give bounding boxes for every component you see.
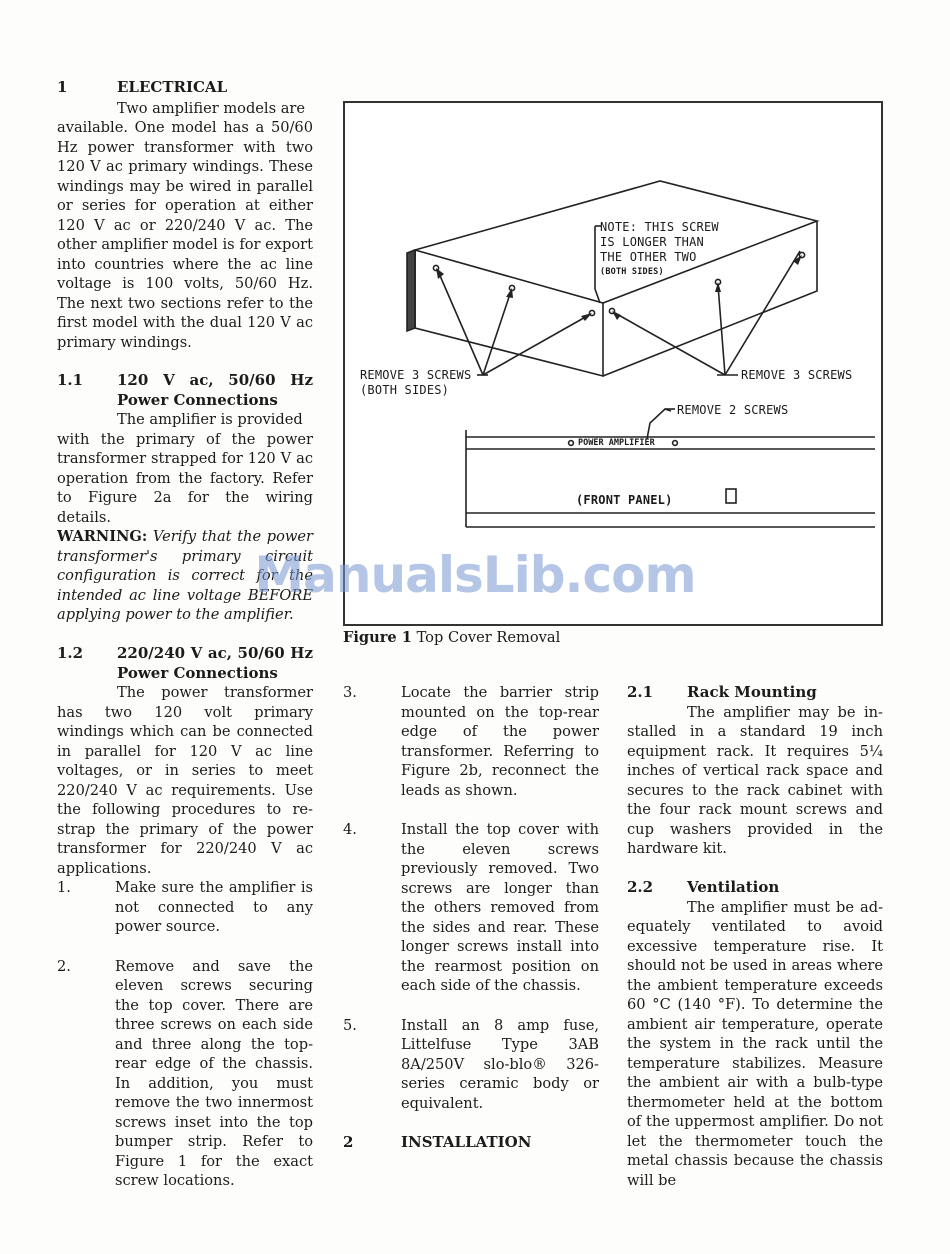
figure-caption-label: Figure 1 [343, 629, 412, 646]
note-line-2: IS LONGER THAN [600, 235, 704, 249]
section-1-2-heading [57, 644, 313, 683]
front-panel-label: (FRONT PANEL) [576, 493, 673, 507]
section-1-1-body-lead: The amplifier is provided [117, 411, 303, 428]
section-2-2-body-lead: The amplifier must be ad- [687, 898, 883, 916]
watermark: ManualsLib.com [254, 546, 696, 604]
screw-note [600, 220, 719, 280]
section-1-1-body-text: with the primary of the power transformer strapped for 120 V ac operation from the factory. Refer to Figure 2a for the wiring details. [57, 430, 313, 526]
step-number: 5. [343, 1016, 357, 1034]
section-1-2 [57, 644, 313, 878]
step-number: 4. [343, 821, 357, 838]
remove-3-left-line-2: (BOTH SIDES) [360, 383, 450, 397]
warning-text: Verify that the power transformer's primary circuit configuration is correct for the intended ac line voltage BEFORE applying power to the amplifier. [57, 528, 313, 623]
section-2-2-heading [627, 878, 883, 898]
step-3 [343, 683, 599, 800]
section-2-2-title: Ventilation [687, 878, 780, 896]
step-text: Install the top cover with the eleven screws previously removed. Two screws are longer than the others removed from the sides and rear. These longer screws install into the rearmost position on each side of the chassis. [401, 821, 599, 994]
note-line-4: (BOTH SIDES) [600, 267, 664, 277]
section-2-2-number: 2.2 [627, 878, 654, 896]
note-line-3: THE OTHER TWO [600, 250, 697, 264]
section-1-1-title-line1: 120 V ac, 50/60 Hz [117, 371, 313, 389]
power-switch [726, 489, 736, 503]
section-2-1-number: 2.1 [627, 683, 654, 701]
section-1 [57, 78, 313, 352]
section-1-2-body-text: has two 120 volt primary windings which can be connected in parallel for 120 V ac line voltages, or in series to meet 220/240 V ac requirements. Use the following procedures to re-strap the primary of the power transformer for 220/240 V ac applications. [57, 703, 313, 877]
section-2-1-body-lead: The amplifier may be in- [687, 703, 883, 721]
step-text: Locate the barrier strip mounted on the top-rear edge of the power transformer. Referring to Figure 2b, reconnect the leads as shown. [401, 684, 599, 799]
section-1-2-title-line1: 220/240 V ac, 50/60 Hz [117, 644, 313, 662]
section-1-number: 1 [57, 78, 68, 96]
remove-3-right-label: REMOVE 3 SCREWS [741, 368, 853, 382]
section-1-body-lead: Two amplifier models are [117, 99, 306, 117]
section-1-2-title-line2: Power Connections [117, 663, 278, 682]
section-2-2-body [627, 898, 883, 1191]
section-1-body [57, 99, 313, 353]
section-1-heading [57, 78, 313, 98]
step-number: 1. [57, 879, 71, 896]
front-panel-edge [407, 250, 415, 331]
section-2-2 [627, 878, 883, 1190]
steps-left [57, 878, 313, 1191]
section-2-1 [627, 683, 883, 859]
section-2-number: 2 [343, 1133, 354, 1151]
step-number: 3. [343, 684, 357, 701]
section-1-1-title-line2: Power Connections [117, 390, 278, 409]
step-text: Make sure the amplifier is not connected to any power source. [115, 879, 313, 935]
step-number: 2. [57, 957, 71, 975]
section-1-1-heading [57, 371, 313, 410]
step-5 [343, 1016, 599, 1114]
note-line-1: NOTE: THIS SCREW [600, 220, 719, 234]
section-2-1-heading [627, 683, 883, 703]
section-1-1-number: 1.1 [57, 371, 84, 389]
section-1-body-text: available. One model has a 50/60 Hz power transformer with two 120 V ac primary windings. These windings may be wired in parallel or series for operation at either 120 V ac or 220/240 V ac. The other amplifier model is for export into countries where the ac line voltage is 100 volts, 50/60 Hz. The next two sections refer to the first model with the dual 120 V ac primary windings. [57, 119, 313, 351]
step-2 [57, 957, 313, 1191]
step-text: Remove and save the eleven screws securing the top cover. There are three screws on each side and three along the top-rear edge of the chassis. In addition, you must remove the two innermost screws inset into the top bumper strip. Refer to Figure 1 for the exact screw locations. [115, 957, 313, 1189]
section-1-title: ELECTRICAL [117, 78, 228, 96]
section-2-1-title: Rack Mounting [687, 683, 817, 701]
section-1-1 [57, 371, 313, 527]
section-2-2-body-text: equately ventilated to avoid excessive temperature rise. It should not be used in areas where the ambient temperature exceeds 60 °C (140 °F). To determine the ambient air temperature, operate the system in the rack until the temperature stabilizes. Measure the ambient air with a bulb-type thermometer held at the bottom of the uppermost amplifier. Do not let the thermometer touch the metal chassis because the chassis will be [627, 918, 883, 1189]
section-1-1-body [57, 410, 313, 527]
step-4 [343, 820, 599, 996]
warning-label: WARNING: [57, 528, 148, 545]
section-1-2-body-lead: The power transformer [117, 684, 313, 701]
step-text: Install an 8 amp fuse, Littelfuse Type 3AB 8A/250V slo-blo® 326-series ceramic body or equivalent. [401, 1016, 599, 1112]
remove-3-left-line-1: REMOVE 3 SCREWS [360, 368, 472, 382]
strip-screw-right [673, 441, 678, 446]
step-1 [57, 878, 313, 937]
section-1-2-body [57, 683, 313, 878]
section-2-heading [343, 1133, 599, 1153]
section-2-1-body [627, 703, 883, 859]
steps-middle [343, 683, 599, 1153]
remove-3-left-label [360, 368, 471, 398]
remove-2-label: REMOVE 2 SCREWS [677, 403, 789, 417]
strip-label: POWER AMPLIFIER [578, 438, 655, 448]
figure-caption [343, 629, 560, 646]
section-1-2-number: 1.2 [57, 644, 84, 662]
section-2-1-body-text: stalled in a standard 19 inch equipment rack. It requires 5¼ inches of vertical rack space and secures to the rack cabinet with the four rack mount screws and cup washers provided in the hardware kit. [627, 723, 883, 857]
strip-screw-left [569, 441, 574, 446]
section-2-title: INSTALLATION [401, 1133, 532, 1151]
figure-caption-text: Top Cover Removal [411, 629, 561, 646]
